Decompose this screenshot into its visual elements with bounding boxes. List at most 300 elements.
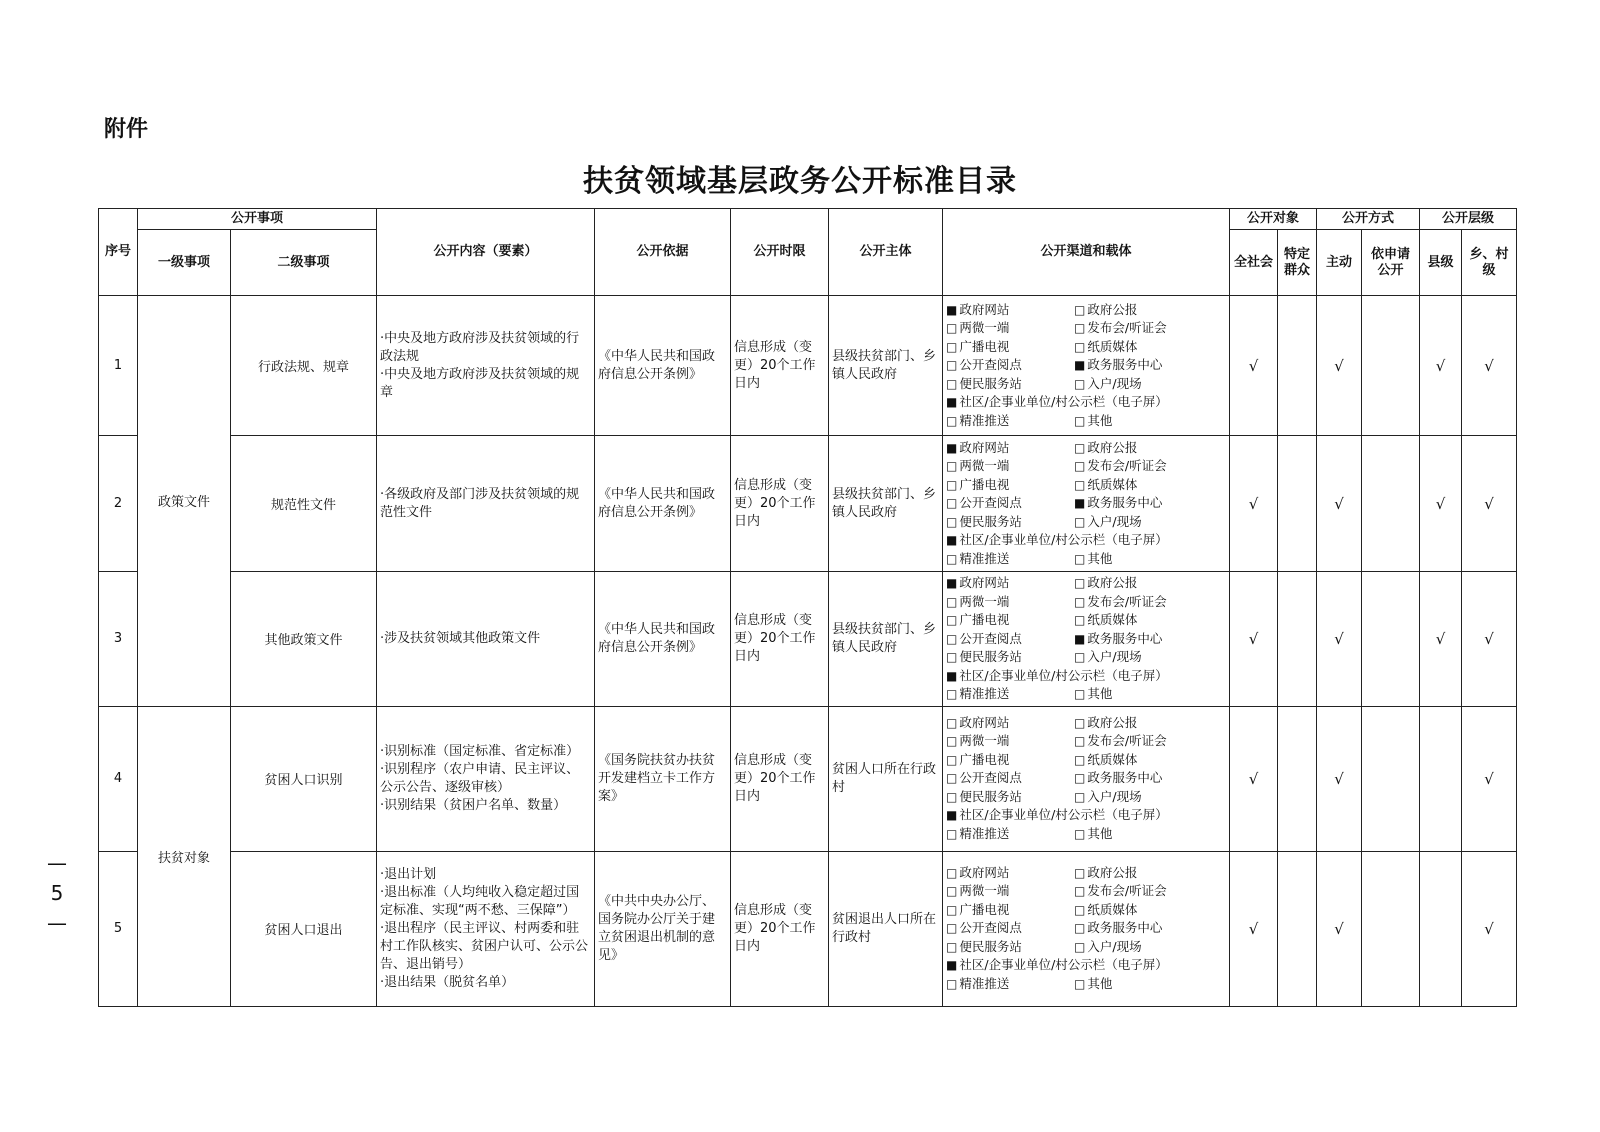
row-time: 信息形成（变更）20个工作日内 bbox=[731, 706, 829, 851]
channel-label: 纸质媒体 bbox=[1087, 338, 1138, 354]
document-title: 扶贫领域基层政务公开标准目录 bbox=[583, 164, 1017, 199]
row-channels bbox=[943, 436, 1230, 572]
channel-option bbox=[1074, 319, 1226, 338]
row-seq: 5 bbox=[99, 851, 138, 1006]
table-row bbox=[99, 572, 1517, 707]
unchecked-box-icon: □ bbox=[1074, 884, 1086, 899]
channel-label: 其他 bbox=[1087, 975, 1113, 991]
channel-option bbox=[946, 574, 1074, 593]
unchecked-box-icon: □ bbox=[946, 376, 958, 391]
channel-option bbox=[946, 550, 1074, 569]
channel-option bbox=[1074, 864, 1226, 883]
channel-option bbox=[1074, 769, 1226, 788]
channel-option bbox=[946, 919, 1074, 938]
table-row bbox=[99, 296, 1517, 436]
row-basis: 《中华人民共和国政府信息公开条例》 bbox=[595, 436, 731, 572]
unchecked-box-icon: □ bbox=[946, 631, 958, 646]
checked-box-icon: ■ bbox=[946, 302, 958, 317]
content-item: ·识别结果（贫困户名单、数量） bbox=[380, 797, 567, 813]
channel-option bbox=[1074, 457, 1226, 476]
unchecked-box-icon: □ bbox=[1074, 477, 1086, 492]
channel-option bbox=[946, 513, 1074, 532]
header-object-all: 全社会 bbox=[1230, 230, 1278, 296]
unchecked-box-icon: □ bbox=[946, 339, 958, 354]
channel-option bbox=[1074, 919, 1226, 938]
row-level-county bbox=[1420, 851, 1462, 1006]
row-time: 信息形成（变更）20个工作日内 bbox=[731, 436, 829, 572]
channel-option bbox=[946, 714, 1074, 733]
channel-checklist bbox=[946, 439, 1226, 569]
channel-label: 精准推送 bbox=[959, 412, 1010, 428]
row-content bbox=[377, 296, 595, 436]
content-item: ·退出结果（脱贫名单） bbox=[380, 974, 515, 990]
content-item: ·各级政府及部门涉及扶贫领域的规范性文件 bbox=[380, 486, 580, 520]
row-time: 信息形成（变更）20个工作日内 bbox=[731, 851, 829, 1006]
row-level1-policy: 政策文件 bbox=[138, 296, 231, 707]
content-item: ·中央及地方政府涉及扶贫领域的行政法规 bbox=[380, 330, 580, 364]
row-object-all: √ bbox=[1230, 436, 1278, 572]
row-object-all: √ bbox=[1230, 296, 1278, 436]
unchecked-box-icon: □ bbox=[1074, 734, 1086, 749]
row-method-active: √ bbox=[1317, 296, 1362, 436]
row-method-active: √ bbox=[1317, 851, 1362, 1006]
unchecked-box-icon: □ bbox=[946, 496, 958, 511]
unchecked-box-icon: □ bbox=[1074, 594, 1086, 609]
channel-label: 社区/企事业单位/村公示栏（电子屏） bbox=[959, 667, 1168, 683]
channel-label: 社区/企事业单位/村公示栏（电子屏） bbox=[959, 532, 1168, 548]
channel-option bbox=[946, 769, 1074, 788]
channel-option bbox=[1074, 938, 1226, 957]
channel-label: 政务服务中心 bbox=[1087, 630, 1163, 646]
content-item: ·识别程序（农户申请、民主评议、公示公告、逐级审核） bbox=[380, 761, 580, 795]
row-content bbox=[377, 706, 595, 851]
channel-option bbox=[1074, 476, 1226, 495]
checked-box-icon: ■ bbox=[946, 440, 958, 455]
channel-option bbox=[1074, 611, 1226, 630]
table-row bbox=[99, 436, 1517, 572]
channel-option bbox=[946, 338, 1074, 357]
channel-label: 纸质媒体 bbox=[1087, 901, 1138, 917]
content-item: ·中央及地方政府涉及扶贫领域的规章 bbox=[380, 366, 580, 400]
unchecked-box-icon: □ bbox=[1074, 921, 1086, 936]
row-method-apply bbox=[1362, 851, 1420, 1006]
channel-label: 两微一端 bbox=[959, 883, 1010, 899]
row-seq: 3 bbox=[99, 572, 138, 707]
row-basis: 《国务院扶贫办扶贫开发建档立卡工作方案》 bbox=[595, 706, 731, 851]
channel-label: 政府网站 bbox=[959, 439, 1010, 455]
channel-label: 两微一端 bbox=[959, 320, 1010, 336]
unchecked-box-icon: □ bbox=[946, 687, 958, 701]
unchecked-box-icon: □ bbox=[1074, 376, 1086, 391]
unchecked-box-icon: □ bbox=[1074, 302, 1086, 317]
channel-label: 便民服务站 bbox=[959, 938, 1022, 954]
channel-label: 广播电视 bbox=[959, 751, 1010, 767]
header-object-specific: 特定群众 bbox=[1278, 230, 1317, 296]
channel-option bbox=[1074, 732, 1226, 751]
row-level2: 贫困人口退出 bbox=[231, 851, 377, 1006]
table-row bbox=[99, 706, 1517, 851]
channel-label: 广播电视 bbox=[959, 476, 1010, 492]
checked-box-icon: ■ bbox=[946, 958, 958, 973]
channel-label: 政务服务中心 bbox=[1087, 770, 1163, 786]
unchecked-box-icon: □ bbox=[1074, 413, 1086, 428]
header-time: 公开时限 bbox=[731, 209, 829, 296]
channel-label: 发布会/听证会 bbox=[1087, 593, 1167, 609]
unchecked-box-icon: □ bbox=[1074, 902, 1086, 917]
channel-label: 便民服务站 bbox=[959, 649, 1022, 664]
content-item: ·退出程序（民主评议、村两委和驻村工作队核实、贫困户认可、公示公告、退出销号） bbox=[380, 920, 589, 972]
channel-checklist bbox=[946, 714, 1226, 844]
checked-box-icon: ■ bbox=[1074, 496, 1086, 511]
channel-option bbox=[946, 975, 1074, 994]
channel-option bbox=[1074, 901, 1226, 920]
row-seq: 4 bbox=[99, 706, 138, 851]
channel-label: 其他 bbox=[1087, 412, 1113, 428]
channel-option bbox=[1074, 685, 1226, 704]
row-level2: 规范性文件 bbox=[231, 436, 377, 572]
row-method-apply bbox=[1362, 436, 1420, 572]
row-level-county: √ bbox=[1420, 436, 1462, 572]
channel-option bbox=[1074, 630, 1226, 649]
channel-option bbox=[946, 825, 1074, 844]
header-method-active: 主动 bbox=[1317, 230, 1362, 296]
channel-option bbox=[1074, 825, 1226, 844]
channel-option bbox=[1074, 412, 1226, 431]
unchecked-box-icon: □ bbox=[946, 551, 958, 566]
unchecked-box-icon: □ bbox=[1074, 514, 1086, 529]
channel-label: 发布会/听证会 bbox=[1087, 883, 1167, 899]
unchecked-box-icon: □ bbox=[946, 514, 958, 529]
checked-box-icon: ■ bbox=[946, 533, 958, 548]
row-object-all: √ bbox=[1230, 572, 1278, 707]
channel-label: 入户/现场 bbox=[1087, 513, 1142, 529]
channel-label: 便民服务站 bbox=[959, 788, 1022, 804]
header-channels: 公开渠道和载体 bbox=[943, 209, 1230, 296]
unchecked-box-icon: □ bbox=[946, 734, 958, 749]
unchecked-box-icon: □ bbox=[1074, 976, 1086, 991]
row-content bbox=[377, 851, 595, 1006]
channel-option bbox=[946, 667, 1226, 686]
channel-option bbox=[1074, 513, 1226, 532]
channel-label: 政务服务中心 bbox=[1087, 357, 1163, 373]
unchecked-box-icon: □ bbox=[1074, 440, 1086, 455]
row-method-active: √ bbox=[1317, 706, 1362, 851]
unchecked-box-icon: □ bbox=[946, 976, 958, 991]
channel-label: 政府公报 bbox=[1087, 864, 1138, 880]
table-body bbox=[99, 296, 1517, 1007]
unchecked-box-icon: □ bbox=[1074, 826, 1086, 841]
row-subject: 贫困退出人口所在行政村 bbox=[829, 851, 943, 1006]
channel-option bbox=[1074, 550, 1226, 569]
channel-label: 其他 bbox=[1087, 825, 1113, 841]
channel-option bbox=[1074, 574, 1226, 593]
channel-option bbox=[1074, 494, 1226, 513]
channel-option bbox=[946, 788, 1074, 807]
channel-option bbox=[946, 494, 1074, 513]
channel-option bbox=[1074, 593, 1226, 612]
header-content: 公开内容（要素） bbox=[377, 209, 595, 296]
channel-option bbox=[946, 751, 1074, 770]
unchecked-box-icon: □ bbox=[946, 613, 958, 627]
row-level-village: √ bbox=[1462, 296, 1517, 436]
header-level1: 一级事项 bbox=[138, 230, 231, 296]
channel-label: 精准推送 bbox=[959, 825, 1010, 841]
row-level-county: √ bbox=[1420, 296, 1462, 436]
channel-option bbox=[946, 301, 1074, 320]
row-content bbox=[377, 572, 595, 707]
header-method-group: 公开方式 bbox=[1317, 209, 1420, 230]
channel-option bbox=[1074, 751, 1226, 770]
row-object-all: √ bbox=[1230, 706, 1278, 851]
unchecked-box-icon: □ bbox=[946, 650, 958, 664]
channel-label: 政府公报 bbox=[1087, 439, 1138, 455]
unchecked-box-icon: □ bbox=[946, 865, 958, 880]
channel-label: 精准推送 bbox=[959, 550, 1010, 566]
channel-label: 广播电视 bbox=[959, 901, 1010, 917]
unchecked-box-icon: □ bbox=[946, 752, 958, 767]
channel-label: 公开查阅点 bbox=[959, 920, 1022, 936]
channel-label: 政府网站 bbox=[959, 301, 1010, 317]
channel-option bbox=[946, 439, 1074, 458]
header-level-group: 公开层级 bbox=[1420, 209, 1517, 230]
row-level2: 其他政策文件 bbox=[231, 572, 377, 707]
unchecked-box-icon: □ bbox=[946, 884, 958, 899]
content-item: ·退出标准（人均纯收入稳定超过国定标准、实现“两不愁、三保障”） bbox=[380, 884, 580, 918]
row-time: 信息形成（变更）20个工作日内 bbox=[731, 572, 829, 707]
row-subject: 县级扶贫部门、乡镇人民政府 bbox=[829, 296, 943, 436]
channel-label: 政府公报 bbox=[1087, 575, 1138, 590]
unchecked-box-icon: □ bbox=[1074, 789, 1086, 804]
table-row bbox=[99, 851, 1517, 1006]
channel-option bbox=[946, 476, 1074, 495]
channel-label: 社区/企事业单位/村公示栏（电子屏） bbox=[959, 807, 1168, 823]
checked-box-icon: ■ bbox=[1074, 358, 1086, 373]
header-method-apply: 依申请公开 bbox=[1362, 230, 1420, 296]
unchecked-box-icon: □ bbox=[1074, 715, 1086, 730]
checked-box-icon: ■ bbox=[946, 808, 958, 823]
page-number-marker: — 5 — bbox=[47, 851, 67, 935]
channel-label: 政务服务中心 bbox=[1087, 920, 1163, 936]
row-level-village: √ bbox=[1462, 572, 1517, 707]
row-channels bbox=[943, 572, 1230, 707]
unchecked-box-icon: □ bbox=[946, 921, 958, 936]
channel-label: 发布会/听证会 bbox=[1087, 320, 1167, 336]
channel-option bbox=[946, 457, 1074, 476]
channel-option bbox=[946, 375, 1074, 394]
channel-option bbox=[946, 531, 1226, 550]
row-object-specific bbox=[1278, 706, 1317, 851]
channel-option bbox=[946, 630, 1074, 649]
row-seq: 2 bbox=[99, 436, 138, 572]
unchecked-box-icon: □ bbox=[1074, 321, 1086, 336]
row-level-village: √ bbox=[1462, 851, 1517, 1006]
channel-label: 发布会/听证会 bbox=[1087, 458, 1167, 474]
attachment-label: 附件 bbox=[104, 117, 149, 142]
row-basis: 《中华人民共和国政府信息公开条例》 bbox=[595, 572, 731, 707]
row-channels bbox=[943, 296, 1230, 436]
row-object-all: √ bbox=[1230, 851, 1278, 1006]
channel-option bbox=[946, 319, 1074, 338]
channel-label: 政府公报 bbox=[1087, 714, 1138, 730]
channel-label: 入户/现场 bbox=[1087, 649, 1142, 664]
channel-label: 精准推送 bbox=[959, 975, 1010, 991]
channel-option bbox=[946, 732, 1074, 751]
header-basis: 公开依据 bbox=[595, 209, 731, 296]
channel-label: 发布会/听证会 bbox=[1087, 733, 1167, 749]
header-level-village: 乡、村级 bbox=[1462, 230, 1517, 296]
checked-box-icon: ■ bbox=[1074, 631, 1086, 646]
channel-option bbox=[946, 412, 1074, 431]
unchecked-box-icon: □ bbox=[946, 477, 958, 492]
unchecked-box-icon: □ bbox=[1074, 752, 1086, 767]
row-object-specific bbox=[1278, 436, 1317, 572]
channel-label: 公开查阅点 bbox=[959, 770, 1022, 786]
row-basis: 《中共中央办公厅、国务院办公厅关于建立贫困退出机制的意见》 bbox=[595, 851, 731, 1006]
header-level2: 二级事项 bbox=[231, 230, 377, 296]
header-subject: 公开主体 bbox=[829, 209, 943, 296]
channel-label: 政务服务中心 bbox=[1087, 495, 1163, 511]
channel-option bbox=[946, 938, 1074, 957]
channel-label: 便民服务站 bbox=[959, 513, 1022, 529]
unchecked-box-icon: □ bbox=[1074, 687, 1086, 701]
channel-option bbox=[946, 393, 1226, 412]
channel-label: 入户/现场 bbox=[1087, 375, 1142, 391]
header-items-group: 公开事项 bbox=[138, 209, 377, 230]
channel-label: 政府公报 bbox=[1087, 301, 1138, 317]
row-time: 信息形成（变更）20个工作日内 bbox=[731, 296, 829, 436]
row-level2: 行政法规、规章 bbox=[231, 296, 377, 436]
row-level-village: √ bbox=[1462, 436, 1517, 572]
channel-label: 社区/企事业单位/村公示栏（电子屏） bbox=[959, 957, 1168, 973]
checked-box-icon: ■ bbox=[946, 576, 958, 590]
channel-option bbox=[946, 356, 1074, 375]
channel-option bbox=[946, 901, 1074, 920]
channel-label: 社区/企事业单位/村公示栏（电子屏） bbox=[959, 394, 1168, 410]
channel-label: 公开查阅点 bbox=[959, 630, 1022, 646]
unchecked-box-icon: □ bbox=[946, 715, 958, 730]
channel-option bbox=[946, 956, 1226, 975]
channel-label: 精准推送 bbox=[959, 686, 1010, 701]
row-level2: 贫困人口识别 bbox=[231, 706, 377, 851]
channel-option bbox=[946, 806, 1226, 825]
unchecked-box-icon: □ bbox=[946, 826, 958, 841]
channel-option bbox=[1074, 648, 1226, 667]
content-item: ·退出计划 bbox=[380, 866, 437, 882]
row-channels bbox=[943, 851, 1230, 1006]
unchecked-box-icon: □ bbox=[1074, 459, 1086, 474]
row-channels bbox=[943, 706, 1230, 851]
row-subject: 贫困人口所在行政村 bbox=[829, 706, 943, 851]
channel-label: 纸质媒体 bbox=[1087, 751, 1138, 767]
row-level-county: √ bbox=[1420, 572, 1462, 707]
channel-label: 便民服务站 bbox=[959, 375, 1022, 391]
row-object-specific bbox=[1278, 296, 1317, 436]
content-item: ·识别标准（国定标准、省定标准） bbox=[380, 743, 580, 759]
channel-label: 其他 bbox=[1087, 550, 1113, 566]
row-seq: 1 bbox=[99, 296, 138, 436]
unchecked-box-icon: □ bbox=[1074, 339, 1086, 354]
channel-label: 纸质媒体 bbox=[1087, 612, 1138, 627]
channel-option bbox=[946, 593, 1074, 612]
channel-checklist bbox=[946, 301, 1226, 431]
header-object-group: 公开对象 bbox=[1230, 209, 1317, 230]
channel-option bbox=[1074, 788, 1226, 807]
channel-option bbox=[946, 611, 1074, 630]
unchecked-box-icon: □ bbox=[1074, 551, 1086, 566]
channel-label: 其他 bbox=[1087, 686, 1113, 701]
channel-option bbox=[946, 882, 1074, 901]
channel-label: 公开查阅点 bbox=[959, 495, 1022, 511]
row-level-county bbox=[1420, 706, 1462, 851]
content-item: ·涉及扶贫领域其他政策文件 bbox=[380, 630, 541, 646]
row-basis: 《中华人民共和国政府信息公开条例》 bbox=[595, 296, 731, 436]
unchecked-box-icon: □ bbox=[946, 771, 958, 786]
channel-option bbox=[946, 864, 1074, 883]
channel-option bbox=[1074, 356, 1226, 375]
channel-option bbox=[1074, 301, 1226, 320]
channel-label: 公开查阅点 bbox=[959, 357, 1022, 373]
row-content bbox=[377, 436, 595, 572]
unchecked-box-icon: □ bbox=[946, 594, 958, 609]
row-method-apply bbox=[1362, 296, 1420, 436]
header-seq: 序号 bbox=[99, 209, 138, 296]
unchecked-box-icon: □ bbox=[1074, 865, 1086, 880]
row-object-specific bbox=[1278, 851, 1317, 1006]
row-method-apply bbox=[1362, 572, 1420, 707]
channel-label: 两微一端 bbox=[959, 458, 1010, 474]
channel-option bbox=[1074, 338, 1226, 357]
checked-box-icon: ■ bbox=[946, 668, 958, 683]
channel-option bbox=[946, 648, 1074, 667]
row-subject: 县级扶贫部门、乡镇人民政府 bbox=[829, 572, 943, 707]
unchecked-box-icon: □ bbox=[946, 321, 958, 336]
channel-label: 政府网站 bbox=[959, 864, 1010, 880]
checked-box-icon: ■ bbox=[946, 395, 958, 410]
unchecked-box-icon: □ bbox=[946, 459, 958, 474]
channel-label: 纸质媒体 bbox=[1087, 476, 1138, 492]
channel-checklist bbox=[946, 864, 1226, 994]
unchecked-box-icon: □ bbox=[946, 939, 958, 954]
channel-option bbox=[1074, 714, 1226, 733]
channel-option bbox=[1074, 375, 1226, 394]
unchecked-box-icon: □ bbox=[1074, 771, 1086, 786]
row-subject: 县级扶贫部门、乡镇人民政府 bbox=[829, 436, 943, 572]
unchecked-box-icon: □ bbox=[1074, 650, 1086, 664]
header-level-county: 县级 bbox=[1420, 230, 1462, 296]
row-object-specific bbox=[1278, 572, 1317, 707]
channel-label: 广播电视 bbox=[959, 612, 1010, 627]
unchecked-box-icon: □ bbox=[1074, 576, 1086, 590]
row-method-active: √ bbox=[1317, 572, 1362, 707]
channel-label: 政府网站 bbox=[959, 575, 1010, 590]
unchecked-box-icon: □ bbox=[946, 789, 958, 804]
channel-label: 两微一端 bbox=[959, 733, 1010, 749]
row-level-village: √ bbox=[1462, 706, 1517, 851]
channel-option bbox=[1074, 439, 1226, 458]
disclosure-catalog-table bbox=[98, 208, 1517, 1007]
table-header bbox=[99, 209, 1517, 296]
unchecked-box-icon: □ bbox=[946, 902, 958, 917]
unchecked-box-icon: □ bbox=[946, 358, 958, 373]
channel-checklist bbox=[946, 574, 1226, 704]
row-method-apply bbox=[1362, 706, 1420, 851]
channel-option bbox=[1074, 882, 1226, 901]
channel-option bbox=[946, 685, 1074, 704]
channel-label: 入户/现场 bbox=[1087, 938, 1142, 954]
row-level1-poverty-targets: 扶贫对象 bbox=[138, 706, 231, 1006]
row-method-active: √ bbox=[1317, 436, 1362, 572]
unchecked-box-icon: □ bbox=[1074, 939, 1086, 954]
